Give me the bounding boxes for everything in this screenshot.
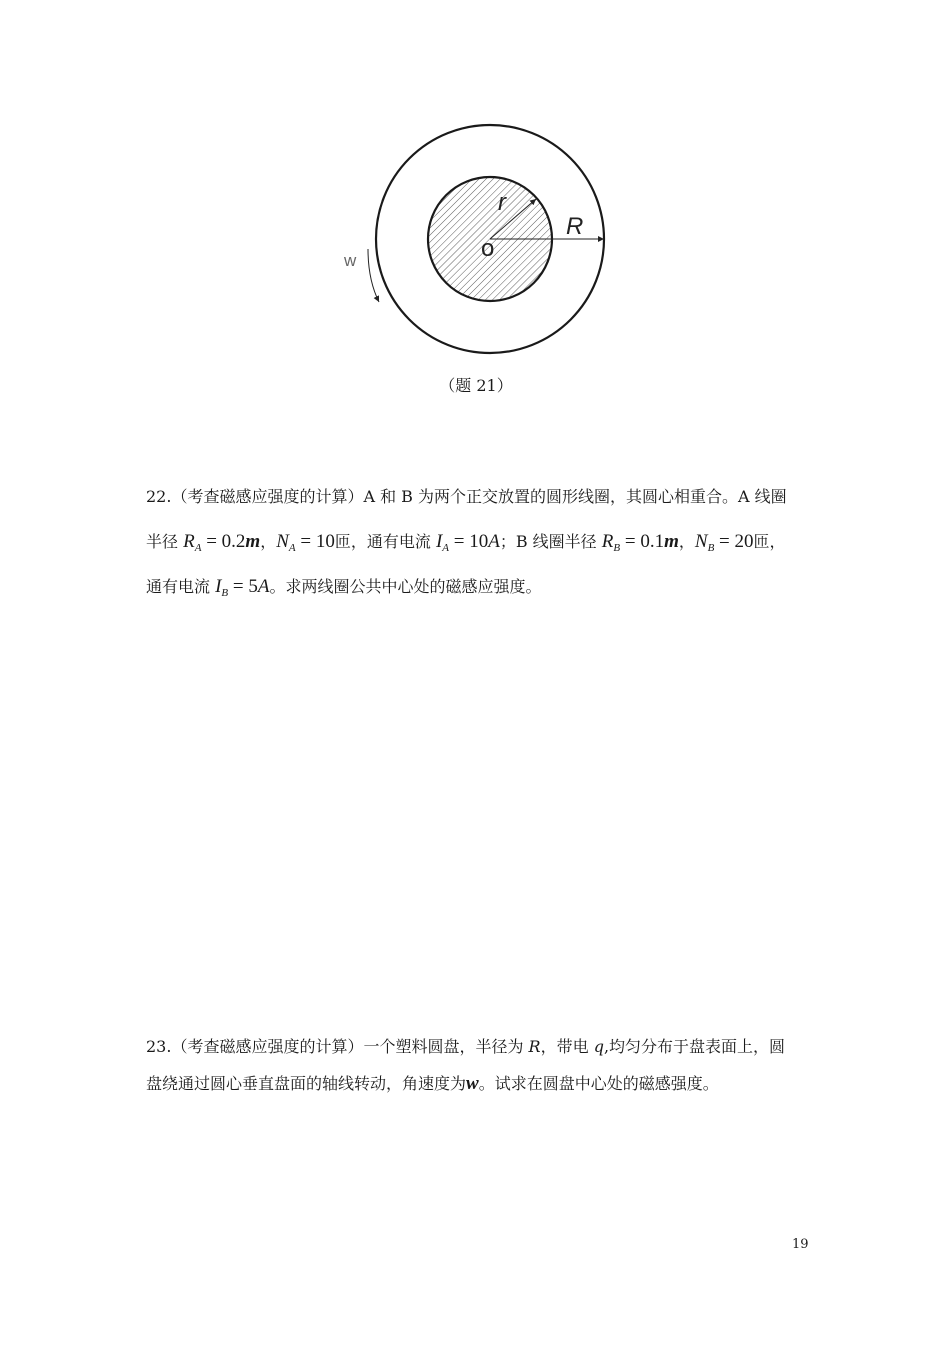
subscript-A: A (288, 542, 296, 554)
subscript-B: B (707, 542, 715, 554)
value: = 0.1 (620, 531, 665, 552)
symbol-I: I (435, 531, 443, 552)
value: = 10 (449, 531, 489, 552)
symbol-N: N (694, 531, 708, 552)
disk-diagram (340, 118, 620, 368)
symbol-I: I (215, 576, 222, 597)
text-segment: 通有电流 (146, 577, 216, 596)
unit-A: A (488, 531, 500, 552)
value: = 5 (228, 576, 258, 597)
text-segment: 23.（考查磁感应强度的计算）一个塑料圆盘，半径为 (146, 1037, 529, 1056)
separator: ， (260, 532, 277, 551)
text-segment: 盘绕通过圆心垂直盘面的轴线转动，角速度为 (146, 1074, 467, 1093)
figure-caption: （题 21） (439, 376, 513, 395)
unit-A: A (257, 576, 270, 597)
unit-m: m (245, 531, 261, 552)
value: = 0.2 (201, 531, 246, 552)
problem-23 (146, 1036, 818, 1096)
formula-IB (215, 576, 269, 597)
text-segment: 。试求在圆盘中心处的磁感强度。 (478, 1074, 719, 1093)
page-number: 19 (792, 1237, 809, 1252)
text-segment: ，带电 (540, 1037, 594, 1056)
symbol-q: q (593, 1037, 604, 1056)
label-w: w (344, 251, 357, 270)
formula-NB (695, 531, 754, 552)
formula-NA (276, 531, 335, 552)
formula-IA (436, 531, 500, 552)
subscript-B: B (613, 542, 621, 554)
subscript-B: B (221, 587, 229, 599)
symbol-N: N (276, 531, 289, 552)
subscript-A: A (442, 542, 449, 554)
value: = 20 (714, 531, 754, 552)
label-R: R (566, 213, 584, 240)
problem-23-line-2 (146, 1072, 818, 1096)
symbol-w: w (466, 1073, 479, 1094)
formula-RA (183, 531, 260, 552)
label-o: o (481, 235, 495, 262)
text-segment: 半径 (146, 532, 184, 551)
text-segment: 。求两线圈公共中心处的磁感应强度。 (269, 577, 542, 596)
unit-m: m (664, 531, 679, 552)
separator: ， (678, 532, 695, 551)
formula-RB (602, 531, 679, 552)
value: = 10 (295, 531, 335, 552)
symbol-R: R (601, 531, 614, 552)
text-segment: 匝， (753, 532, 786, 551)
symbol-R: R (183, 531, 195, 552)
symbol-R: R (528, 1037, 541, 1056)
problem-22-line-2 (146, 530, 818, 554)
text-segment: 匝，通有电流 (334, 532, 436, 551)
subscript-A: A (194, 542, 202, 554)
disk-figure (340, 118, 620, 368)
label-r: r (498, 189, 506, 216)
problem-22 (146, 486, 818, 599)
problem-22-line-3 (146, 575, 818, 599)
text-segment: ,均匀分布于盘表面上，圆 (603, 1037, 786, 1056)
problem-23-line-1 (146, 1036, 818, 1058)
problem-22-line-1: 22.（考查磁感应强度的计算）A 和 B 为两个正交放置的圆形线圈，其圆心相重合。A 线圈 (146, 487, 787, 506)
text-segment: ；B 线圈半径 (499, 532, 602, 551)
